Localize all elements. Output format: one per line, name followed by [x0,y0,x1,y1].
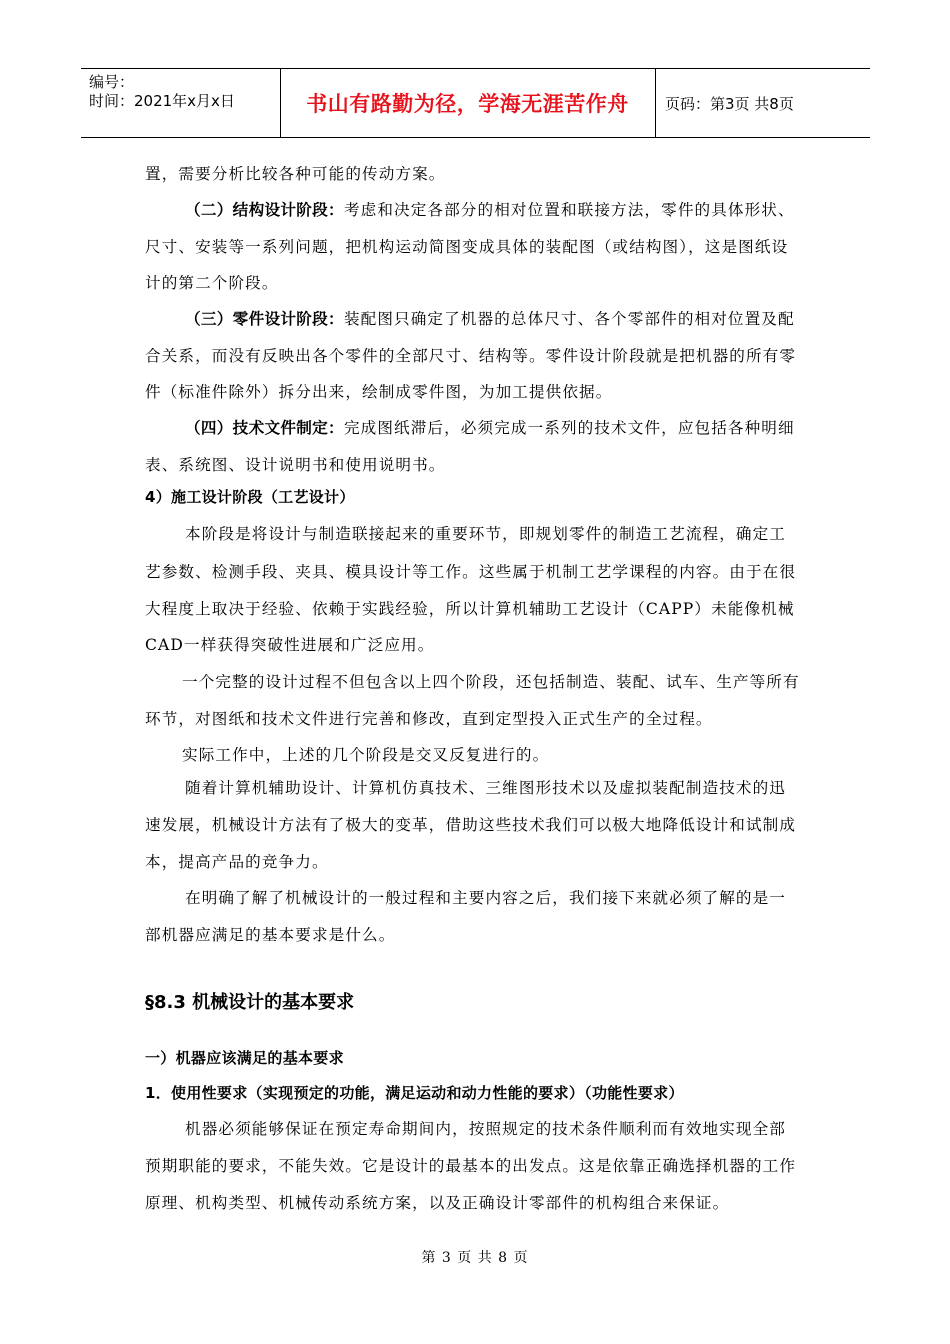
code-label: 编号： [89,73,135,91]
body-line: 置，需要分析比较各种可能的传动方案。 [145,165,446,183]
section-title: §8.3 机械设计的基本要求 [145,992,355,1013]
body-line: 装配图只确定了机器的总体尺寸、各个零部件的相对位置及配 [343,310,795,328]
body-line: 环节，对图纸和技术文件进行完善和修改，直到定型投入正式生产的全过程。 [145,710,713,728]
page-header [81,68,870,138]
page-footer: 第 3 页 共 8 页 [421,1250,529,1266]
header-meta [89,73,235,111]
body-line: 完成图纸滞后，必须完成一系列的技术文件，应包括各种明细 [343,419,795,437]
body-line: 表、系统图、设计说明书和使用说明书。 [145,456,446,474]
body-line: CAD一样获得突破性进展和广泛应用。 [145,636,435,654]
body-line: 预期职能的要求，不能失效。它是设计的最基本的出发点。这是依靠正确选择机器的工作 [145,1157,797,1175]
body-line: 大程度上取决于经验、依赖于实践经验，所以计算机辅助工艺设计（CAPP）未能像机械 [145,600,795,618]
paragraph-part-design [185,307,795,329]
subheading: 一）机器应该满足的基本要求 [145,1049,344,1067]
paragraph-structure-design [185,198,795,220]
body-line: 一个完整的设计过程不但包含以上四个阶段，还包括制造、装配、试车、生产等所有 [182,673,800,691]
body-line: 考虑和决定各部分的相对位置和联接方法，零件的具体形状、 [343,201,795,219]
header-page-info: 页码：第3页 共8页 [665,95,794,113]
paragraph-tech-docs [185,416,795,438]
subheading: 1．使用性要求（实现预定的功能，满足运动和动力性能的要求）（功能性要求） [145,1084,684,1102]
heading-structure-design: （二）结构设计阶段： [185,201,344,219]
body-line: 在明确了解了机械设计的一般过程和主要内容之后，我们接下来就必须了解的是一 [185,889,786,907]
heading-part-design: （三）零件设计阶段： [185,310,344,328]
stage4-title: 4）施工设计阶段（工艺设计） [145,488,355,506]
header-motto: 书山有路勤为径，学海无涯苦作舟 [306,92,629,116]
body-line: 艺参数、检测手段、夹具、模具设计等工作。这些属于机制工艺学课程的内容。由于在很 [145,563,797,581]
body-line: 机器必须能够保证在预定寿命期间内，按照规定的技术条件顺利而有效地实现全部 [185,1120,786,1138]
body-line: 本阶段是将设计与制造联接起来的重要环节，即规划零件的制造工艺流程，确定工 [185,525,786,543]
body-line: 速发展，机械设计方法有了极大的变革，借助这些技术我们可以极大地降低设计和试制成 [145,816,797,834]
body-line: 合关系，而没有反映出各个零件的全部尺寸、结构等。零件设计阶段就是把机器的所有零 [145,347,797,365]
body-line: 计的第二个阶段。 [145,274,279,292]
body-line: 部机器应满足的基本要求是什么。 [145,926,396,944]
date-label: 时间：2021年x月x日 [89,92,235,110]
heading-tech-docs: （四）技术文件制定： [185,419,344,437]
body-line: 随着计算机辅助设计、计算机仿真技术、三维图形技术以及虚拟装配制造技术的迅 [185,779,786,797]
body-line: 尺寸、安装等一系列问题，把机构运动简图变成具体的装配图（或结构图），这是图纸设 [145,238,789,256]
body-line: 实际工作中，上述的几个阶段是交叉反复进行的。 [182,746,550,764]
body-line: 件（标准件除外）拆分出来，绘制成零件图，为加工提供依据。 [145,383,613,401]
body-line: 本，提高产品的竞争力。 [145,853,329,871]
body-line: 原理、机构类型、机械传动系统方案，以及正确设计零部件的机构组合来保证。 [145,1194,730,1212]
header-divider [655,69,656,137]
